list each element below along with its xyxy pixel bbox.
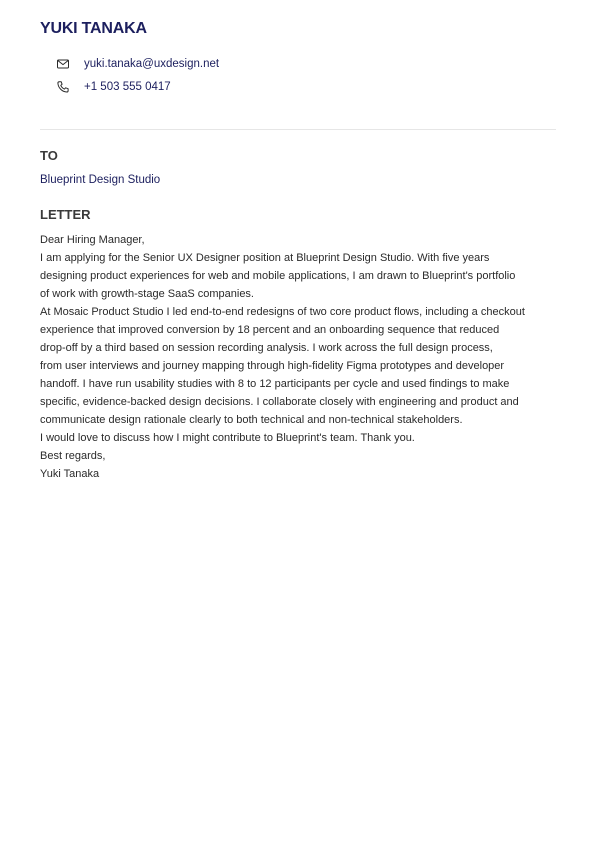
letter-line: experience that improved conversion by 18 percent and an onboarding sequence that reduced bbox=[40, 324, 500, 336]
letter-line: specific, evidence-backed design decisions. I collaborate closely with engineering and product and bbox=[40, 396, 519, 408]
letter-line: Yuki Tanaka bbox=[40, 468, 100, 480]
letter-line: Best regards, bbox=[40, 450, 106, 462]
email-link[interactable]: yuki.tanaka@uxdesign.net bbox=[84, 58, 220, 70]
letter-line: I am applying for the Senior UX Designer position at Blueprint Design Studio. With five years bbox=[40, 252, 490, 264]
letter-line: of work with growth-stage SaaS companies. bbox=[40, 288, 254, 300]
recipient-name: Blueprint Design Studio bbox=[40, 174, 161, 186]
letter-line: Dear Hiring Manager, bbox=[40, 234, 145, 246]
letter-line: drop-off by a third based on session recording analysis. I work across the full design process, bbox=[40, 342, 493, 354]
envelope-icon bbox=[56, 57, 70, 71]
letter-line: from user interviews and journey mapping through high-fidelity Figma prototypes and developer bbox=[40, 360, 505, 372]
letter-line: I would love to discuss how I might contribute to Blueprint's team. Thank you. bbox=[40, 432, 415, 444]
header-divider bbox=[40, 129, 556, 130]
phone-icon bbox=[56, 80, 70, 94]
email-row bbox=[56, 56, 220, 72]
applicant-name: YUKI TANAKA bbox=[40, 20, 147, 37]
letter-section-title: LETTER bbox=[40, 207, 91, 222]
letter-body bbox=[40, 231, 556, 483]
phone-number[interactable]: +1 503 555 0417 bbox=[84, 81, 171, 93]
letter-line: handoff. I have run usability studies with 8 to 12 participants per cycle and used findings to make bbox=[40, 378, 510, 390]
letter-line: At Mosaic Product Studio I led end-to-end redesigns of two core product flows, including a checkout bbox=[40, 306, 525, 318]
to-section-title: TO bbox=[40, 148, 58, 163]
phone-row bbox=[56, 79, 171, 95]
letter-line: communicate design rationale clearly to both technical and non-technical stakeholders. bbox=[40, 414, 463, 426]
letter-line: designing product experiences for web and mobile applications, I am drawn to Blueprint's portfolio bbox=[40, 270, 516, 282]
